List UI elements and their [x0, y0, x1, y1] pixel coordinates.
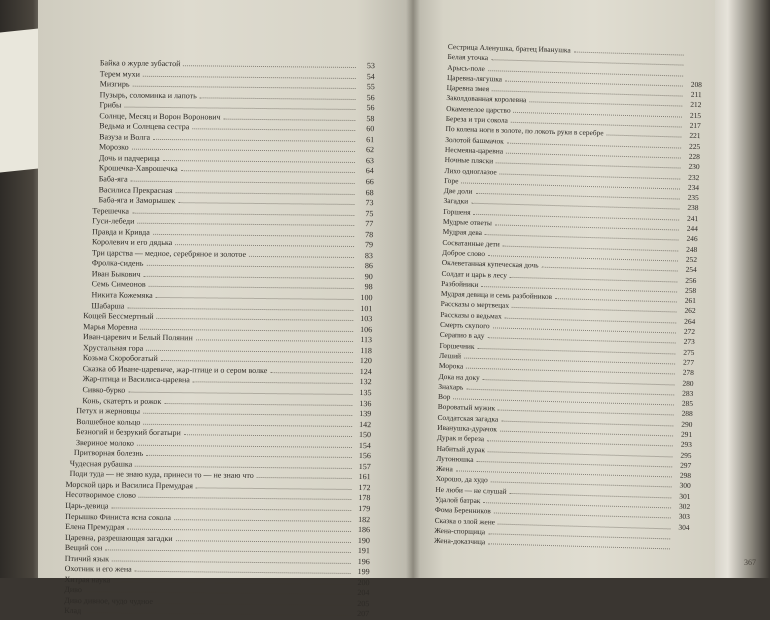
toc-entry-title: Знахарь — [438, 382, 463, 393]
toc-entry-page: 300 — [675, 481, 691, 492]
toc-entry-page: 135 — [355, 388, 371, 399]
dot-leader — [200, 91, 356, 100]
toc-entry-page: 291 — [676, 430, 692, 441]
toc-entry-page: 277 — [678, 357, 694, 368]
toc-entry-page: 200 — [353, 578, 369, 589]
toc-entry-title: Пузырь, соломинка и лапоть — [100, 90, 197, 102]
toc-entry-page: 252 — [681, 255, 697, 266]
toc-entry-page: 215 — [685, 110, 701, 121]
dot-leader — [153, 228, 354, 237]
toc-entry-title: Доброе слово — [442, 248, 485, 259]
dot-leader — [139, 491, 352, 500]
toc-entry-title: Жена-спорщица — [434, 526, 485, 538]
toc-entry-page: 295 — [675, 450, 691, 461]
toc-entry-title: Марья Моревна — [83, 322, 137, 333]
toc-entry-page: 58 — [358, 114, 374, 125]
dot-leader — [128, 386, 352, 395]
dot-leader — [178, 196, 354, 205]
toc-entry-page: 228 — [684, 152, 700, 163]
dot-leader — [184, 428, 352, 437]
toc-entry-title: Перышко Финиста ясна сокола — [65, 511, 171, 523]
toc-entry-page: 234 — [683, 182, 699, 193]
toc-entry-title: Леший — [439, 351, 461, 362]
toc-entry-title: Солдат и царь в лесу — [441, 268, 507, 280]
toc-entry-title: Белая уточка — [447, 52, 488, 63]
toc-entry-title: Оклеветанная купеческая дочь — [442, 258, 539, 271]
dot-leader — [124, 101, 355, 110]
toc-entry-page: 298 — [675, 471, 691, 482]
dot-leader — [156, 597, 350, 606]
toc-entry-title: Горшеня — [443, 207, 471, 218]
toc-entry-page: 98 — [357, 282, 373, 293]
toc-entry-title: Диво дивное, чудо чудное — [64, 596, 153, 607]
toc-entry-page: 157 — [355, 462, 371, 473]
toc-entry-page: 238 — [682, 203, 698, 214]
toc-entry-title: Лихо одноглазое — [444, 166, 497, 178]
toc-entry-page: 86 — [357, 261, 373, 272]
toc-entry-title: Рассказы о мертвецах — [441, 299, 510, 311]
toc-entry-page: 182 — [354, 515, 370, 526]
toc-entry-title: Несмеяна-царевна — [445, 145, 503, 157]
dot-leader — [146, 344, 353, 353]
toc-entry-page: 285 — [677, 399, 693, 410]
toc-entry-title: Безногий и безрукий богатыри — [76, 427, 181, 439]
dot-leader — [176, 534, 351, 543]
toc-entry-title: Вазуза и Волга — [99, 132, 150, 143]
toc-entry-page: 258 — [680, 285, 696, 296]
toc-entry-page: 66 — [358, 177, 374, 188]
toc-entry-page: 55 — [359, 82, 375, 93]
toc-entry-title: Вороватый мужик — [438, 402, 496, 414]
toc-entry-title: Три царства — медное, серебряное и золотое — [92, 248, 246, 260]
toc-entry-page: 256 — [680, 275, 696, 286]
toc-entry-title: Вещий сон — [65, 543, 103, 554]
toc-entry-title: Царевна-лягушка — [447, 73, 502, 85]
toc-entry-page: 161 — [355, 472, 371, 483]
toc-entry-page: 304 — [673, 522, 689, 533]
dot-leader — [196, 334, 353, 343]
dot-leader — [196, 481, 352, 490]
toc-entry-title: Гуси-лебеди — [92, 216, 134, 227]
toc-entry-title: Удалой батрак — [435, 495, 481, 507]
dot-leader — [85, 586, 351, 596]
toc-entry-page: 53 — [359, 61, 375, 72]
toc-entry-title: Царь-девица — [65, 501, 108, 512]
toc-entry — [64, 606, 369, 620]
toc-entry-title: Терешечка — [92, 206, 129, 217]
toc-entry-title: Чудесная рубашка — [70, 459, 133, 470]
toc-entry-page: 264 — [679, 316, 695, 327]
dot-leader — [113, 575, 350, 584]
dot-leader — [143, 69, 356, 78]
table-of-contents-left — [64, 58, 375, 620]
toc-entry-page: 241 — [682, 213, 698, 224]
toc-entry-page: 208 — [686, 80, 702, 91]
toc-entry-page: 63 — [358, 156, 374, 167]
toc-entry-title: Морозко — [99, 143, 129, 154]
toc-entry-page: 156 — [355, 451, 371, 462]
toc-entry-page: 272 — [679, 327, 695, 338]
toc-entry-page: 290 — [676, 419, 692, 430]
page-number: 367 — [744, 558, 756, 567]
table-of-contents-right — [434, 42, 703, 553]
toc-entry-title: Сосватанные дети — [442, 238, 500, 250]
toc-entry-title: Царевна змея — [447, 83, 490, 94]
toc-entry-page: 83 — [357, 251, 373, 262]
toc-entry-page: 172 — [354, 483, 370, 494]
toc-entry-page: 154 — [355, 441, 371, 452]
toc-entry-title: Королевич и его дядька — [92, 238, 172, 249]
toc-entry-title: Иван Быкович — [92, 269, 141, 280]
dot-leader — [174, 513, 351, 522]
toc-entry-title: Волшебное кольцо — [76, 417, 140, 428]
dot-leader — [132, 80, 355, 89]
toc-entry-title: Две доли — [444, 186, 473, 197]
dot-leader — [192, 123, 355, 132]
toc-entry-title: Горшечник — [439, 340, 474, 351]
toc-entry-page: 261 — [680, 296, 696, 307]
toc-entry-title: Мудрая дева — [443, 227, 483, 238]
toc-entry-title: Рассказы о ведьмах — [440, 310, 502, 322]
dot-leader — [132, 206, 355, 215]
dot-leader — [161, 354, 353, 363]
dot-leader — [105, 544, 351, 554]
toc-entry-page: 275 — [678, 347, 694, 358]
toc-entry-page: 221 — [684, 131, 700, 142]
toc-entry-page: 207 — [353, 609, 369, 620]
toc-entry-title: Окаменелое царство — [446, 104, 511, 116]
toc-entry-page: 293 — [676, 440, 692, 451]
toc-entry-page: 179 — [354, 504, 370, 515]
dot-leader — [146, 259, 353, 268]
toc-entry-page: 78 — [357, 230, 373, 241]
toc-entry-page: 132 — [356, 377, 372, 388]
toc-entry-title: Василиса Прекрасная — [99, 185, 173, 196]
toc-entry-title: Разбойники — [441, 279, 478, 290]
toc-entry-title: Дока на доку — [439, 371, 480, 382]
toc-entry-title: Дурак и береза — [437, 433, 484, 445]
toc-entry-page: 79 — [357, 240, 373, 251]
toc-entry-title: Мизгирь — [100, 79, 130, 90]
toc-entry-title: Жена — [436, 464, 453, 475]
toc-entry-page: 235 — [683, 193, 699, 204]
dot-leader — [144, 270, 354, 279]
toc-entry-page: 139 — [355, 409, 371, 420]
toc-entry-page: 73 — [357, 198, 373, 209]
toc-entry-title: Правда и Кривда — [92, 227, 150, 238]
dot-leader — [149, 280, 354, 289]
dot-leader — [137, 438, 352, 447]
toc-entry-title: Мудрые ответы — [443, 217, 492, 229]
toc-entry-page: 303 — [674, 512, 690, 523]
dot-leader — [193, 376, 353, 385]
toc-entry-title: Хитрая наука — [64, 575, 110, 586]
dot-leader — [257, 471, 352, 479]
toc-entry-page: 190 — [354, 536, 370, 547]
toc-entry-title: Семь Симеонов — [92, 280, 146, 291]
toc-entry-title: Загадки — [443, 196, 468, 207]
toc-entry-title: Шабарша — [91, 301, 124, 312]
toc-entry-page: 211 — [685, 90, 701, 101]
toc-entry-title: Кощей Бессмертный — [83, 311, 153, 322]
dot-leader — [128, 523, 352, 532]
dot-leader — [146, 449, 352, 458]
toc-entry-page: 246 — [681, 234, 697, 245]
toc-entry-page: 124 — [356, 367, 372, 378]
dot-leader — [127, 301, 353, 310]
toc-entry-page: 196 — [354, 557, 370, 568]
toc-entry-title: Заколдованная королевна — [446, 93, 526, 106]
toc-entry-page: 56 — [358, 103, 374, 114]
toc-entry-title: Береза и три сокола — [446, 114, 508, 126]
dot-leader — [111, 501, 351, 511]
toc-entry-title: Сестрица Аленушка, братец Иванушка — [448, 42, 571, 56]
dot-leader — [84, 607, 350, 617]
toc-entry-page: 150 — [355, 430, 371, 441]
dot-leader — [143, 417, 352, 426]
toc-entry-title: Притворная болезнь — [74, 448, 144, 459]
toc-entry-title: Козьма Скоробогатый — [83, 353, 158, 364]
toc-entry-title: Терем мухи — [100, 69, 140, 80]
toc-entry-title: Морской царь и Василиса Премудрая — [65, 480, 192, 492]
dot-leader — [143, 407, 352, 416]
toc-entry-page: 283 — [677, 388, 693, 399]
toc-entry-title: Звериное молоко — [76, 438, 134, 449]
toc-entry-page: 280 — [677, 378, 693, 389]
toc-entry-page: 302 — [674, 502, 690, 513]
dot-leader — [249, 250, 354, 258]
toc-entry-page: 225 — [684, 141, 700, 152]
dot-leader — [157, 312, 354, 321]
dot-leader — [132, 143, 355, 152]
toc-entry-title: Сивко-бурко — [82, 385, 125, 396]
toc-entry-page: 244 — [682, 224, 698, 235]
toc-entry-page: 136 — [355, 399, 371, 410]
toc-entry-title: Дочь и падчерица — [99, 153, 160, 164]
toc-entry-title: Поди туда — не знаю куда, принеси то — не знаю что — [70, 469, 254, 481]
toc-entry-title: Клад — [64, 606, 81, 617]
toc-entry-title: Диво — [64, 585, 82, 596]
toc-entry-title: Не люби — не слушай — [435, 485, 506, 497]
toc-entry-page: 217 — [685, 121, 701, 132]
toc-entry-page: 106 — [356, 325, 372, 336]
dot-leader — [112, 554, 351, 563]
toc-entry-page: 205 — [353, 599, 369, 610]
toc-entry-title: Несотворимое слово — [65, 490, 136, 501]
toc-entry-page: 54 — [359, 72, 375, 83]
toc-entry-title: Морока — [439, 361, 464, 372]
dot-leader — [156, 291, 354, 300]
toc-entry-title: Петух и жерновцы — [76, 406, 140, 417]
dot-leader — [135, 459, 352, 468]
dot-leader — [153, 133, 355, 142]
toc-entry-title: Елена Премудрая — [65, 522, 125, 533]
toc-entry-page: 204 — [353, 588, 369, 599]
toc-entry-title: Иван-царевич и Белый Полянин — [83, 332, 193, 344]
toc-entry-page: 103 — [356, 314, 372, 325]
toc-entry-title: Фома Беренников — [435, 505, 491, 517]
toc-entry-page: 60 — [358, 124, 374, 135]
dot-leader — [607, 129, 682, 138]
toc-entry-title: Ведьма и Солнцева сестра — [99, 122, 189, 133]
toc-entry-page: 288 — [677, 409, 693, 420]
toc-entry-page: 230 — [683, 162, 699, 173]
toc-entry-page: 186 — [354, 525, 370, 536]
toc-entry-title: Набитый дурак — [436, 443, 485, 455]
toc-entry-title: Золотой башмачок — [445, 135, 504, 147]
toc-entry-title: Мудрая девица и семь разбойников — [441, 289, 552, 302]
toc-entry-title: Иванушка-дурачок — [437, 423, 497, 435]
toc-entry-title: По колена ноги в золоте, по локоть руки в серебре — [445, 124, 603, 139]
dot-leader — [270, 366, 352, 374]
dot-leader — [181, 165, 355, 174]
dot-leader — [164, 397, 352, 406]
toc-entry-page: 118 — [356, 346, 372, 357]
toc-entry-page: 262 — [679, 306, 695, 317]
toc-entry-page: 273 — [679, 337, 695, 348]
toc-entry-title: Горе — [444, 176, 459, 187]
toc-entry-title: Никита Кожемяка — [91, 290, 152, 301]
toc-entry-page: 113 — [356, 335, 372, 346]
toc-entry-title: Сказка об Иване-царевиче, жар-птице и о сером волке — [83, 364, 268, 376]
dot-leader — [135, 565, 351, 574]
toc-entry-title: Лутонюшка — [436, 454, 474, 465]
toc-entry-title: Смерть скупого — [440, 320, 490, 332]
toc-entry-page: 199 — [354, 567, 370, 578]
dot-leader — [224, 112, 356, 120]
toc-entry-page: 90 — [357, 272, 373, 283]
dot-leader — [137, 217, 354, 226]
dot-leader — [176, 186, 355, 195]
toc-entry-title: Хрустальная гора — [83, 343, 143, 354]
toc-entry-title: Царевна, разрешающая загадки — [65, 533, 173, 545]
toc-entry-title: Сказка о злой жене — [434, 515, 495, 527]
toc-entry-title: Жена-доказчица — [434, 536, 485, 548]
dot-leader — [131, 175, 355, 184]
toc-entry-page: 232 — [683, 172, 699, 183]
toc-entry-title: Байка о журле зубастой — [100, 58, 181, 69]
dot-leader — [175, 238, 354, 247]
toc-entry-title: Крошечка-Хаврошечка — [99, 164, 178, 175]
toc-entry-page: 297 — [675, 460, 691, 471]
toc-entry-title: Баба-яга — [99, 174, 128, 185]
toc-entry-page: 212 — [685, 100, 701, 111]
toc-entry-page: 301 — [674, 491, 690, 502]
toc-entry-title: Баба-яга и Заморышек — [98, 195, 175, 206]
toc-entry-page: 77 — [357, 219, 373, 230]
toc-entry-title: Арысь-поле — [447, 63, 485, 74]
toc-entry-page: 75 — [357, 209, 373, 220]
toc-entry-title: Грибы — [99, 100, 121, 111]
toc-entry-title: Вор — [438, 392, 451, 403]
toc-entry-title: Жар-птица и Василиса-царевна — [83, 375, 190, 387]
toc-entry-page: 100 — [356, 293, 372, 304]
toc-entry-page: 56 — [359, 93, 375, 104]
toc-entry-page: 278 — [678, 368, 694, 379]
book-gutter — [406, 0, 420, 578]
toc-entry-page: 142 — [355, 420, 371, 431]
toc-entry-title: Солнце, Месяц и Ворон Воронович — [99, 111, 220, 123]
toc-entry-page: 120 — [356, 356, 372, 367]
toc-entry-page: 68 — [358, 188, 374, 199]
dot-leader — [183, 59, 356, 68]
toc-entry-title: Ночные пляски — [445, 155, 494, 167]
toc-entry-page: 254 — [681, 265, 697, 276]
toc-entry-title: Солдатская загадка — [437, 413, 498, 425]
toc-entry-title: Хорошо, да худо — [436, 474, 488, 486]
toc-entry-page: 101 — [356, 304, 372, 315]
toc-entry-title: Фролка-сидень — [92, 259, 144, 270]
toc-entry-page: 62 — [358, 145, 374, 156]
toc-entry-page: 248 — [681, 244, 697, 255]
toc-entry-page: 178 — [354, 493, 370, 504]
toc-entry-page: 64 — [358, 166, 374, 177]
toc-entry-title: Охотник и его жена — [65, 564, 132, 575]
toc-entry-title: Конь, скатерть и рожок — [82, 396, 161, 407]
dot-leader — [140, 322, 353, 331]
toc-entry-title: Серапио в аду — [440, 330, 485, 342]
toc-entry-page: 191 — [354, 546, 370, 557]
toc-entry-page: 61 — [358, 135, 374, 146]
toc-entry-title: Птичий язык — [65, 554, 109, 565]
dot-leader — [163, 154, 355, 163]
